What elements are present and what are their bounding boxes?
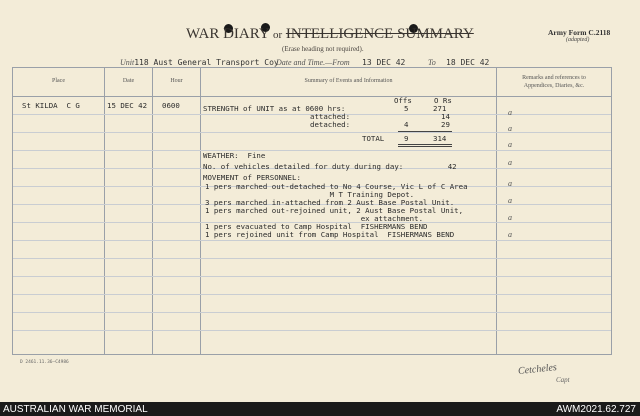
army-form-number: Army Form C.2118	[548, 28, 611, 37]
col-header-summary: Summary of Events and Information	[304, 78, 393, 84]
col-header-remarks-1: Remarks and references to	[522, 75, 586, 81]
row-rule	[13, 312, 611, 313]
unit-name: 118 Aust General Transport Coy	[134, 58, 279, 67]
date-to: 18 DEC 42	[446, 58, 490, 67]
signature-rank: Capt	[556, 376, 570, 384]
table-right-border	[611, 67, 612, 355]
strength-attached-ors: 14	[441, 112, 450, 121]
remark-tick: a	[508, 124, 512, 133]
movement-line: ex attachment.	[205, 214, 424, 223]
total-label: TOTAL	[362, 134, 385, 143]
col-header-date: Date	[122, 78, 135, 84]
strength-attached-label: attached:	[310, 112, 351, 121]
archive-caption: AUSTRALIAN WAR MEMORIAL	[3, 404, 148, 415]
entry-place: St KILDA C G	[22, 101, 80, 110]
movement-line: 1 pers marched out-rejoined unit, 2 Aust Base Postal Unit,	[205, 206, 464, 215]
movement-line: 1 pers rejoined unit from Camp Hospital FISHERMANS BEND	[205, 230, 455, 239]
strength-ors: 271	[433, 104, 447, 113]
form-print-code: D 2461.11.36—C4986	[20, 360, 69, 365]
col-header-place: Place	[52, 78, 65, 84]
total-ors: 314	[433, 134, 447, 143]
row-rule	[13, 330, 611, 331]
vehicles-line: No. of vehicles detailed for duty during day: 42	[203, 162, 457, 171]
table-bottom-border	[12, 354, 612, 355]
row-rule	[13, 276, 611, 277]
entry-hour: 0600	[162, 101, 180, 110]
movement-line: M T Training Depot.	[205, 190, 415, 199]
erase-note: (Erase heading not required).	[282, 45, 364, 53]
adapted-note: (adapted)	[566, 37, 590, 43]
table-header-border	[12, 96, 612, 97]
form-title: WAR DIARY or INTELLIGENCE SUMMARY	[186, 26, 474, 42]
strength-heading: STRENGTH of UNIT as at 0600 hrs:	[203, 104, 346, 113]
strength-detached-label: detached:	[310, 120, 351, 129]
row-rule	[13, 294, 611, 295]
row-rule	[13, 132, 611, 133]
table-top-border	[12, 67, 612, 68]
to-label: To	[428, 58, 436, 67]
unit-line: Unit118 Aust General Transport Coy	[120, 58, 279, 67]
archive-reference: AWM2021.62.727	[556, 404, 636, 415]
movement-line: 1 pers evacuated to Camp Hospital FISHERMANS BEND	[205, 222, 428, 231]
strength-col-ors: O Rs	[434, 96, 452, 105]
remark-tick: a	[508, 179, 512, 188]
remark-tick: a	[508, 213, 512, 222]
strength-detached-ors: 29	[441, 120, 450, 129]
remark-tick: a	[508, 108, 512, 117]
col-header-hour: Hour	[170, 78, 183, 84]
total-double-rule	[398, 146, 452, 147]
strength-offrs: 5	[404, 104, 409, 113]
remark-tick: a	[508, 196, 512, 205]
date-from: 13 DEC 42	[362, 58, 406, 67]
total-offrs: 9	[404, 134, 409, 143]
remark-tick: a	[508, 230, 512, 239]
row-rule	[13, 150, 611, 151]
total-rule	[398, 131, 452, 132]
remark-tick: a	[508, 158, 512, 167]
signature: Cetcheles	[517, 361, 558, 378]
strength-detached-offrs: 4	[404, 120, 409, 129]
row-rule	[13, 258, 611, 259]
remark-tick: a	[508, 140, 512, 149]
col-header-remarks-2: Appendices, Diaries, &c.	[523, 83, 585, 89]
movement-line: 1 pers marched out-detached to No 4 Course, Vic L of C Area	[205, 182, 468, 191]
row-rule	[13, 240, 611, 241]
movement-heading: MOVEMENT of PERSONNEL:	[203, 173, 301, 182]
entry-date: 15 DEC 42	[107, 101, 148, 110]
strength-col-offrs: Offs	[394, 96, 412, 105]
movement-line: 3 pers marched in-attached from 2 Aust Base Postal Unit.	[205, 198, 455, 207]
date-line: Date and Time.—From	[276, 58, 350, 67]
total-double-rule	[398, 144, 452, 145]
weather-line: WEATHER: Fine	[203, 151, 266, 160]
